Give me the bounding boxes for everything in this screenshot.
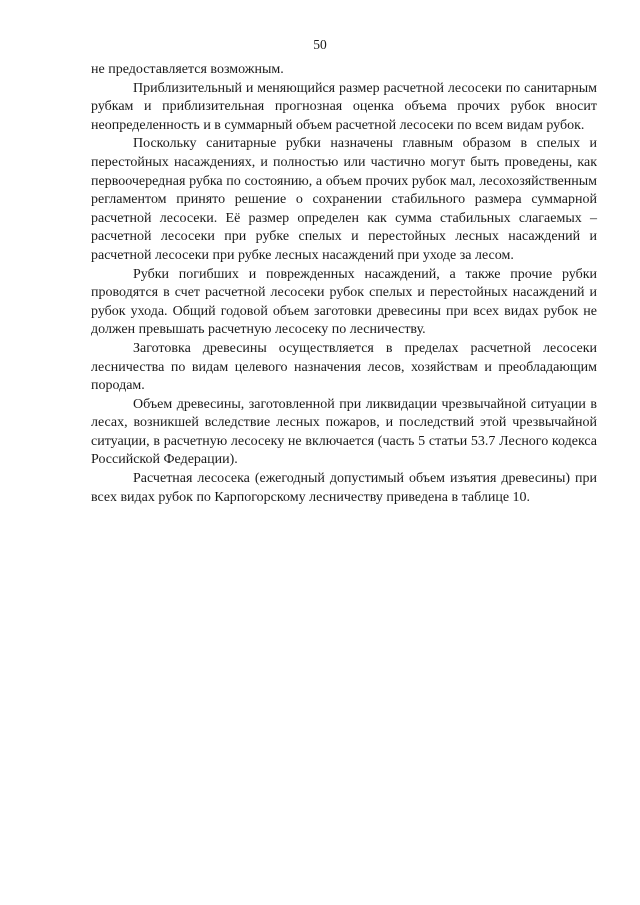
- paragraph-harvest-limits: Заготовка древесины осуществляется в пределах расчетной лесосеки лесничества по видам целевого назначения лесов, хозяйствам и преобладающим породам.: [91, 340, 597, 394]
- page-number: 50: [313, 37, 327, 52]
- paragraph-damaged-stands: Рубки погибших и поврежденных насаждений, а также прочие рубки проводятся в счет расчетной лесосеки рубок спелых и перестойных насаждений и рубок ухода. Общий годовой объем заготовки древесины при всех видах рубок не должен превышать расчетную лесосеку по лесничеству.: [91, 266, 597, 338]
- paragraph-emergency-volume: Объем древесины, заготовленной при ликвидации чрезвычайной ситуации в лесах, возникшей вследствие лесных пожаров, и последствий этой чрезвычайной ситуации, в расчетную лесосеку не включается (часть 5 статьи 53.7 Лесного кодекса Российской Федерации).: [91, 396, 597, 468]
- paragraph-stable-cutting-size: Поскольку санитарные рубки назначены главным образом в спелых и перестойных насаждениях, и полностью или частично могут быть проведены, как первоочередная рубка по состоянию, а объем прочих рубок мал, лесохозяйственным регламентом принято решение о сохранении стабильного размера суммарной расчетной лесосеки. Её размер определен как сумма стабильных слагаемых – расчетной лесосеки при рубке спелых и перестойных лесных насаждений и расчетной лесосеки при рубке лесных насаждений при уходе за лесом.: [91, 136, 597, 263]
- body-text: [91, 61, 597, 507]
- paragraph-uncertainty: Приблизительный и меняющийся размер расчетной лесосеки по санитарным рубкам и приблизительная прогнозная оценка объема прочих рубок вносит неопределенность и в суммарный объем расчетной лесосеки по всем видам рубок.: [91, 80, 597, 133]
- paragraph-continuation: не предоставляется возможным.: [91, 62, 284, 77]
- paragraph-table-reference: Расчетная лесосека (ежегодный допустимый объем изъятия древесины) при всех видах рубок по Карпогорскому лесничеству приведена в таблице 10.: [91, 471, 597, 505]
